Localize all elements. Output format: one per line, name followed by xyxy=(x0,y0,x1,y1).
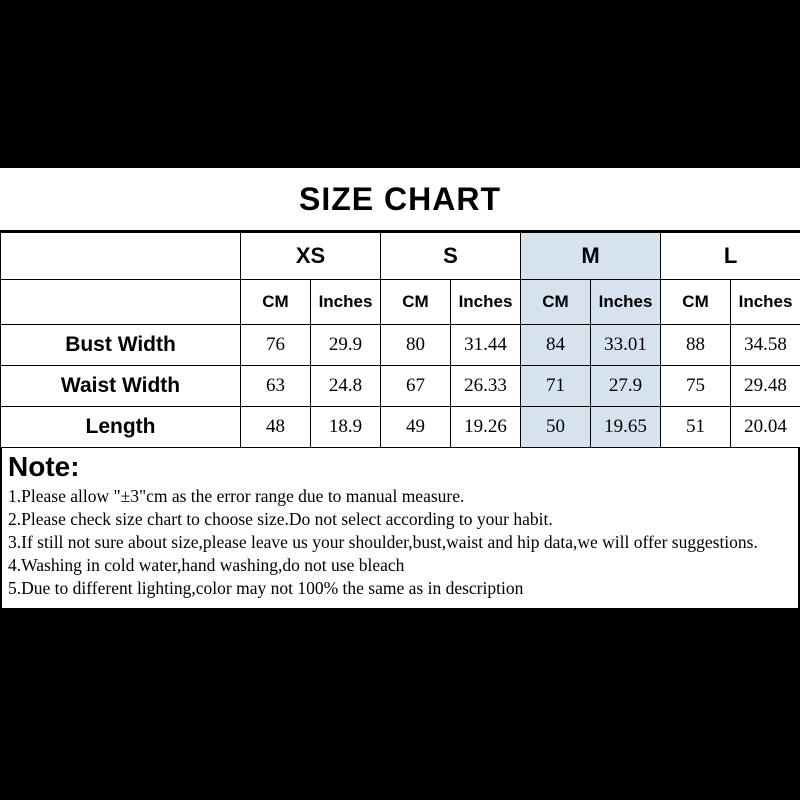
cell-bust-s-inches: 31.44 xyxy=(451,325,521,366)
cell-length-l-inches: 20.04 xyxy=(731,407,800,448)
cell-waist-xs-inches: 24.8 xyxy=(311,366,381,407)
cell-waist-m-inches: 27.9 xyxy=(591,366,661,407)
size-header-m: M xyxy=(521,233,661,280)
table-row xyxy=(1,366,800,407)
cell-bust-xs-cm: 76 xyxy=(241,325,311,366)
size-header-l: L xyxy=(661,233,800,280)
corner-cell-2 xyxy=(1,280,241,325)
cell-waist-xs-cm: 63 xyxy=(241,366,311,407)
note-heading: Note: xyxy=(8,451,80,482)
cell-bust-xs-inches: 29.9 xyxy=(311,325,381,366)
cell-waist-l-cm: 75 xyxy=(661,366,731,407)
table-row xyxy=(1,407,800,448)
unit-header-m-inches: Inches xyxy=(591,280,661,325)
cell-waist-m-cm: 71 xyxy=(521,366,591,407)
note-line-4: 4.Washing in cold water,hand washing,do not use bleach xyxy=(8,555,405,576)
cell-waist-s-inches: 26.33 xyxy=(451,366,521,407)
cell-bust-m-inches: 33.01 xyxy=(591,325,661,366)
cell-length-s-inches: 19.26 xyxy=(451,407,521,448)
cell-bust-s-cm: 80 xyxy=(381,325,451,366)
size-header-s: S xyxy=(381,233,521,280)
unit-header-l-cm: CM xyxy=(661,280,731,325)
size-header-xs: XS xyxy=(241,233,381,280)
note-line-2: 2.Please check size chart to choose size.Do not select according to your habit. xyxy=(8,508,553,529)
size-chart-table xyxy=(0,232,800,448)
unit-header-l-inches: Inches xyxy=(731,280,800,325)
chart-title-bar xyxy=(0,168,800,232)
cell-length-m-cm: 50 xyxy=(521,407,591,448)
corner-cell xyxy=(1,233,241,280)
cell-length-xs-cm: 48 xyxy=(241,407,311,448)
cell-waist-s-cm: 67 xyxy=(381,366,451,407)
size-chart-sheet xyxy=(0,168,800,610)
cell-bust-l-inches: 34.58 xyxy=(731,325,800,366)
unit-header-xs-cm: CM xyxy=(241,280,311,325)
table-row xyxy=(1,325,800,366)
row-label-waist-width: Waist Width xyxy=(1,366,241,407)
unit-header-m-cm: CM xyxy=(521,280,591,325)
unit-header-s-cm: CM xyxy=(381,280,451,325)
cell-length-s-cm: 49 xyxy=(381,407,451,448)
cell-length-l-cm: 51 xyxy=(661,407,731,448)
note-line-5: 5.Due to different lighting,color may not 100% the same as in description xyxy=(8,578,524,599)
cell-bust-l-cm: 88 xyxy=(661,325,731,366)
note-line-1: 1.Please allow "±3"cm as the error range due to manual measure. xyxy=(8,485,465,506)
table-row-sizes xyxy=(1,233,800,280)
unit-header-xs-inches: Inches xyxy=(311,280,381,325)
cell-length-m-inches: 19.65 xyxy=(591,407,661,448)
cell-length-xs-inches: 18.9 xyxy=(311,407,381,448)
row-label-length: Length xyxy=(1,407,241,448)
row-label-bust-width: Bust Width xyxy=(1,325,241,366)
page-title: SIZE CHART xyxy=(299,180,501,217)
cell-bust-m-cm: 84 xyxy=(521,325,591,366)
unit-header-s-inches: Inches xyxy=(451,280,521,325)
note-line-3: 3.If still not sure about size,please leave us your shoulder,bust,waist and hip data,we will offer suggestions. xyxy=(8,531,758,552)
cell-waist-l-inches: 29.48 xyxy=(731,366,800,407)
note-section xyxy=(0,448,800,610)
table-row-units xyxy=(1,280,800,325)
